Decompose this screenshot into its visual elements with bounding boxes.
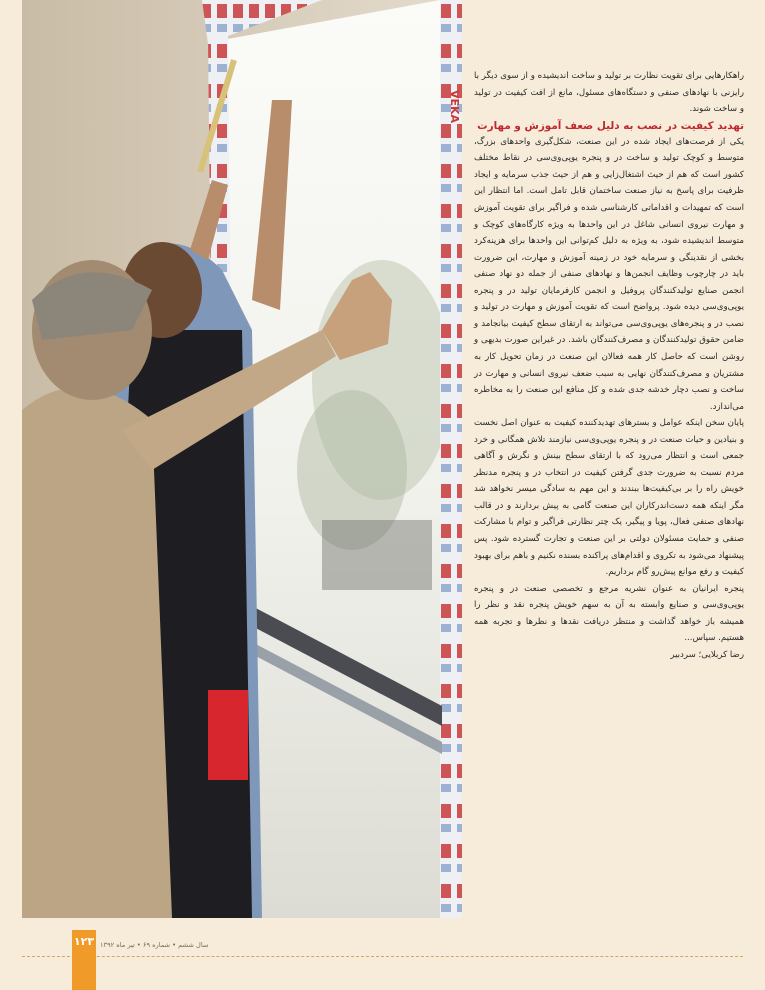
footer-divider [22,956,743,957]
issue-info: سال ششم • شماره ۶۹ • تیر ماه ۱۳۹۲ [100,941,209,949]
window-installation-photo [22,0,462,918]
article-signature: رضا کربلایی؛ سردبیر [670,649,744,660]
article-intro: راهکارهایی برای تقویت نظارت بر تولید و ساخت اندیشیده و از سوی دیگر با رایزنی با نهادهای صنفی و دستگاه‌های مسئول، مانع از افت کیفیت در تولید و ساخت شوند. [474,71,744,115]
article-heading: تهدید کیفیت در نصب به دلیل ضعف آموزش و مهارت [477,119,744,132]
article-paragraph-3: پنجره ایرانیان به عنوان نشریه مرجع و تخصصی صنعت در و پنجره یوپی‌وی‌سی و صنایع وابسته به آن به سهم خویش پنجره نقد و نظر را همیشه باز خواهد گذاشت و منتظر دریافت نقدها و نظرها و تجربه همه هستیم. سپاس... [474,583,744,644]
article-paragraph-2: پایان سخن اینکه عوامل و بسترهای تهدیدکننده کیفیت به عنوان اصل نخست و بنیادین و حیات صنعت در و پنجره یوپی‌وی‌سی نیازمند تلاش همگانی و خرد جمعی است و انتظار می‌رود که با ارتقای سطح بینش و نگرش و آگاهی مردم نسبت به ضرورت جدی گرفتن کیفیت در انتخاب در و پنجره مدنظر خویش راه را بر بی‌کیفیت‌ها ببندند و این مهم به سادگی میسر نخواهد شد مگر اینکه همه دست‌اندرکاران این صنعت گامی به پیش بردارند و در قالب نهادهای صنفی فعال، پویا و پیگیر، یک چتر نظارتی فراگیر و توام با مشارکت صنفی و حمایت مسئولان دولتی بر این صنعت و تجارت گسترده شود. پس پیشنهاد می‌شود به تکروی و اقدام‌های پراکنده بسنده نکنیم و باهم برای بهبود کیفیت و رفع موانع پیش‌رو گام برداریم. [474,418,744,578]
frame-brand-label: VEKA [448,90,461,124]
article-paragraph-1: یکی از فرصت‌های ایجاد شده در این صنعت، شکل‌گیری واحدهای بزرگ، متوسط و کوچک تولید و ساخت در و پنجره یوپی‌وی‌سی در نقاط مختلف کشور است که هم از حیث اشتغال‌زایی و هم از حیث جذب سرمایه و ایجاد ظرفیت برای پاسخ به نیاز صنعت ساختمان قابل تامل است. اما انتظار این است که تمهیدات و اقداماتی کارشناسی شده و فراگیر برای تقویت آموزش و مهارت نیروی انسانی شاغل در این واحدها به ویژه کارگاه‌های کوچک و متوسط اندیشیده شود، به ویژه به دلیل کم‌توانی این واحدها برای هزینه‌کرد بخشی از نقدینگی و سرمایه خود در زمینه آموزش و مهارت، این ضرورت باید در چارچوب وظایف انجمن‌ها و نهادهای صنفی از جمله دو نهاد صنفی انجمن صنایع تولیدکنندگان پروفیل و انجمن کارفرمایان تولید در و پنجره یوپی‌وی‌سی دیده شود. پرواضح است که تقویت آموزش و مهارت در تولید و نصب در و پنجره‌های یوپی‌وی‌سی می‌تواند به ارتقای سطح کیفیت بیانجامد و ضامن حقوق تولیدکنندگان و مصرف‌کنندگان باشد. در غیراین صورت بدیهی و روشن است که حاصل کار همه فعالان این صنعت در زمان تحویل کار به مشتریان و مصرف‌کنندگان نهایی به سبب ضعف نیروی انسانی و مهارت در ساخت و نصب دچار خدشه جدی شده و کل منافع این صنعت را به مخاطره می‌اندازد. [474,136,744,412]
page-number: ۱۲۳ [72,930,96,990]
article-column [474,68,744,663]
